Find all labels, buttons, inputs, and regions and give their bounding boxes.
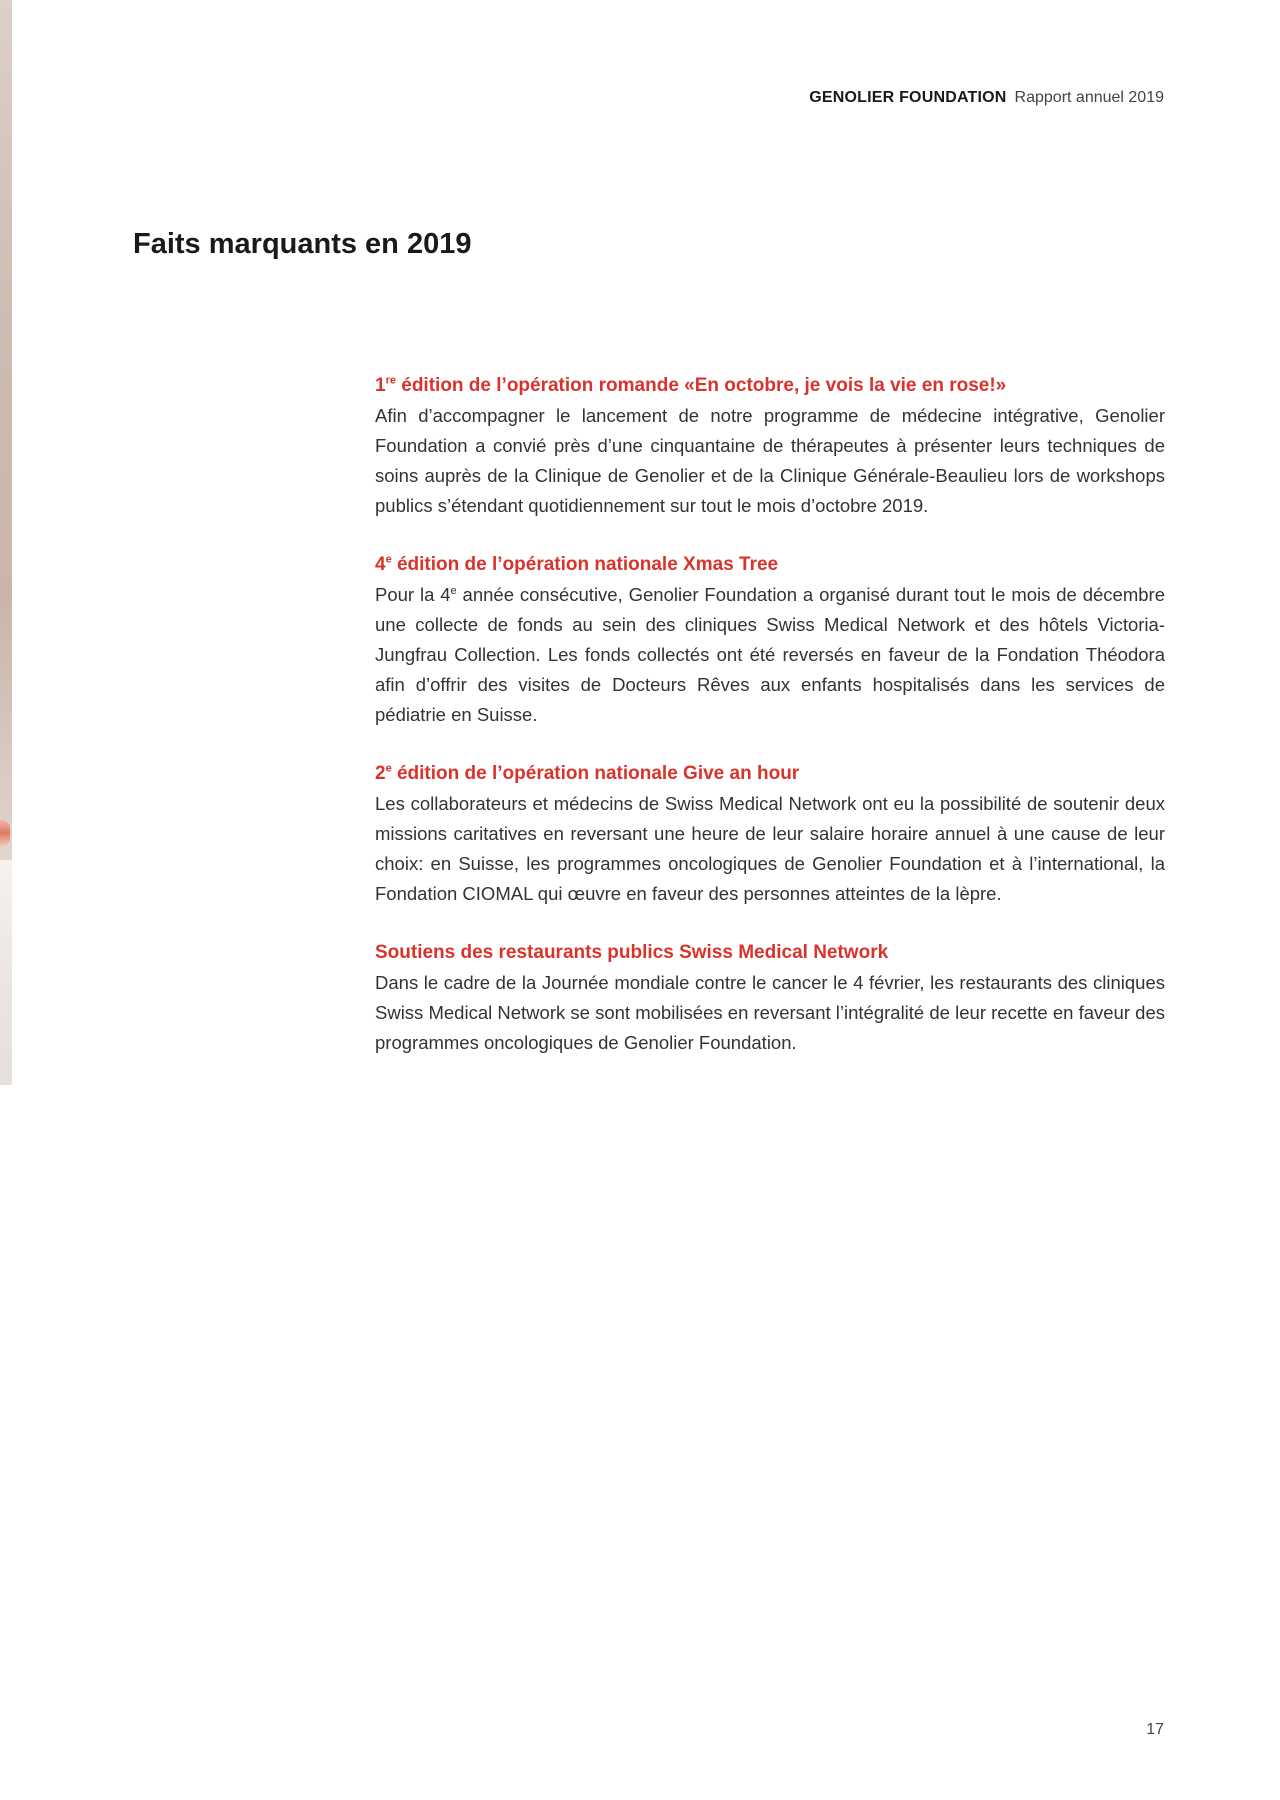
left-edge-lower-fade <box>0 860 12 1085</box>
highlight-section-rose <box>375 371 1165 521</box>
left-edge-red-accent <box>0 820 10 846</box>
page-title: Faits marquants en 2019 <box>133 228 472 260</box>
section-body-lead: Pour la 4 <box>375 584 451 605</box>
section-body-text: année consécutive, Genolier Foundation a organisé durant tout le mois de décembre une collecte de fonds au sein des cliniques Swiss Medical Network et des hôtels Victoria-Jungfrau Collection. Les fonds collectés ont été reversés en faveur de la Fondation Théodora afin d’offrir des visites de Docteurs Rêves aux enfants hospitalisés dans les services de pédiatrie en Suisse. <box>375 584 1165 725</box>
section-title-text: édition de l’opération romande «En octobre, je vois la vie en rose!» <box>395 375 1007 396</box>
section-body-text: Les collaborateurs et médecins de Swiss Medical Network ont eu la possibilité de soutenir deux missions caritatives en reversant une heure de leur salaire horaire annuel à une cause de leur choix: en Suisse, les programmes oncologiques de Genolier Foundation et à l’international, la Fondation CIOMAL qui œuvre en faveur des personnes atteintes de la lèpre. <box>375 793 1165 904</box>
section-title-text: Soutiens des restaurants publics Swiss Medical Network <box>375 942 889 963</box>
section-body <box>375 580 1165 730</box>
section-body-text: Dans le cadre de la Journée mondiale contre le cancer le 4 février, les restaurants des cliniques Swiss Medical Network se sont mobilisées en reversant l’intégralité de leur recette en faveur des programmes oncologiques de Genolier Foundation. <box>375 972 1165 1053</box>
left-edge-photo-strip <box>0 0 12 1085</box>
section-title-text: édition de l’opération nationale Xmas Tree <box>391 554 779 575</box>
section-title-prefix: 4 <box>375 554 386 575</box>
page-number: 17 <box>1146 1721 1164 1738</box>
highlight-section-xmas-tree <box>375 550 1165 730</box>
section-title <box>375 938 1165 968</box>
section-title <box>375 371 1165 401</box>
highlight-section-restaurants <box>375 938 1165 1058</box>
header-organization: GENOLIER FOUNDATION <box>809 89 1007 106</box>
highlight-section-give-an-hour <box>375 759 1165 909</box>
section-title-superscript: e <box>385 553 392 566</box>
section-title-superscript: re <box>385 374 396 387</box>
running-header <box>809 88 1164 108</box>
section-body-text: Afin d’accompagner le lancement de notre programme de médecine intégrative, Genolier Foundation a convié près d’une cinquantaine de thérapeutes à présenter leurs techniques de soins auprès de la Clinique de Genolier et de la Clinique Générale-Beaulieu lors de workshops publics s’étendant quotidiennement sur tout le mois d’octobre 2019. <box>375 405 1165 516</box>
section-body-superscript: e <box>450 584 457 597</box>
section-title-text: édition de l’opération nationale Give an hour <box>391 763 800 784</box>
section-title <box>375 550 1165 580</box>
section-body <box>375 968 1165 1058</box>
section-title <box>375 759 1165 789</box>
section-body <box>375 789 1165 909</box>
section-title-prefix: 2 <box>375 763 386 784</box>
header-report-title: Rapport annuel 2019 <box>1014 89 1164 106</box>
highlights-content <box>375 371 1165 1087</box>
section-title-superscript: e <box>385 762 392 775</box>
section-body <box>375 401 1165 521</box>
section-title-prefix: 1 <box>375 375 386 396</box>
